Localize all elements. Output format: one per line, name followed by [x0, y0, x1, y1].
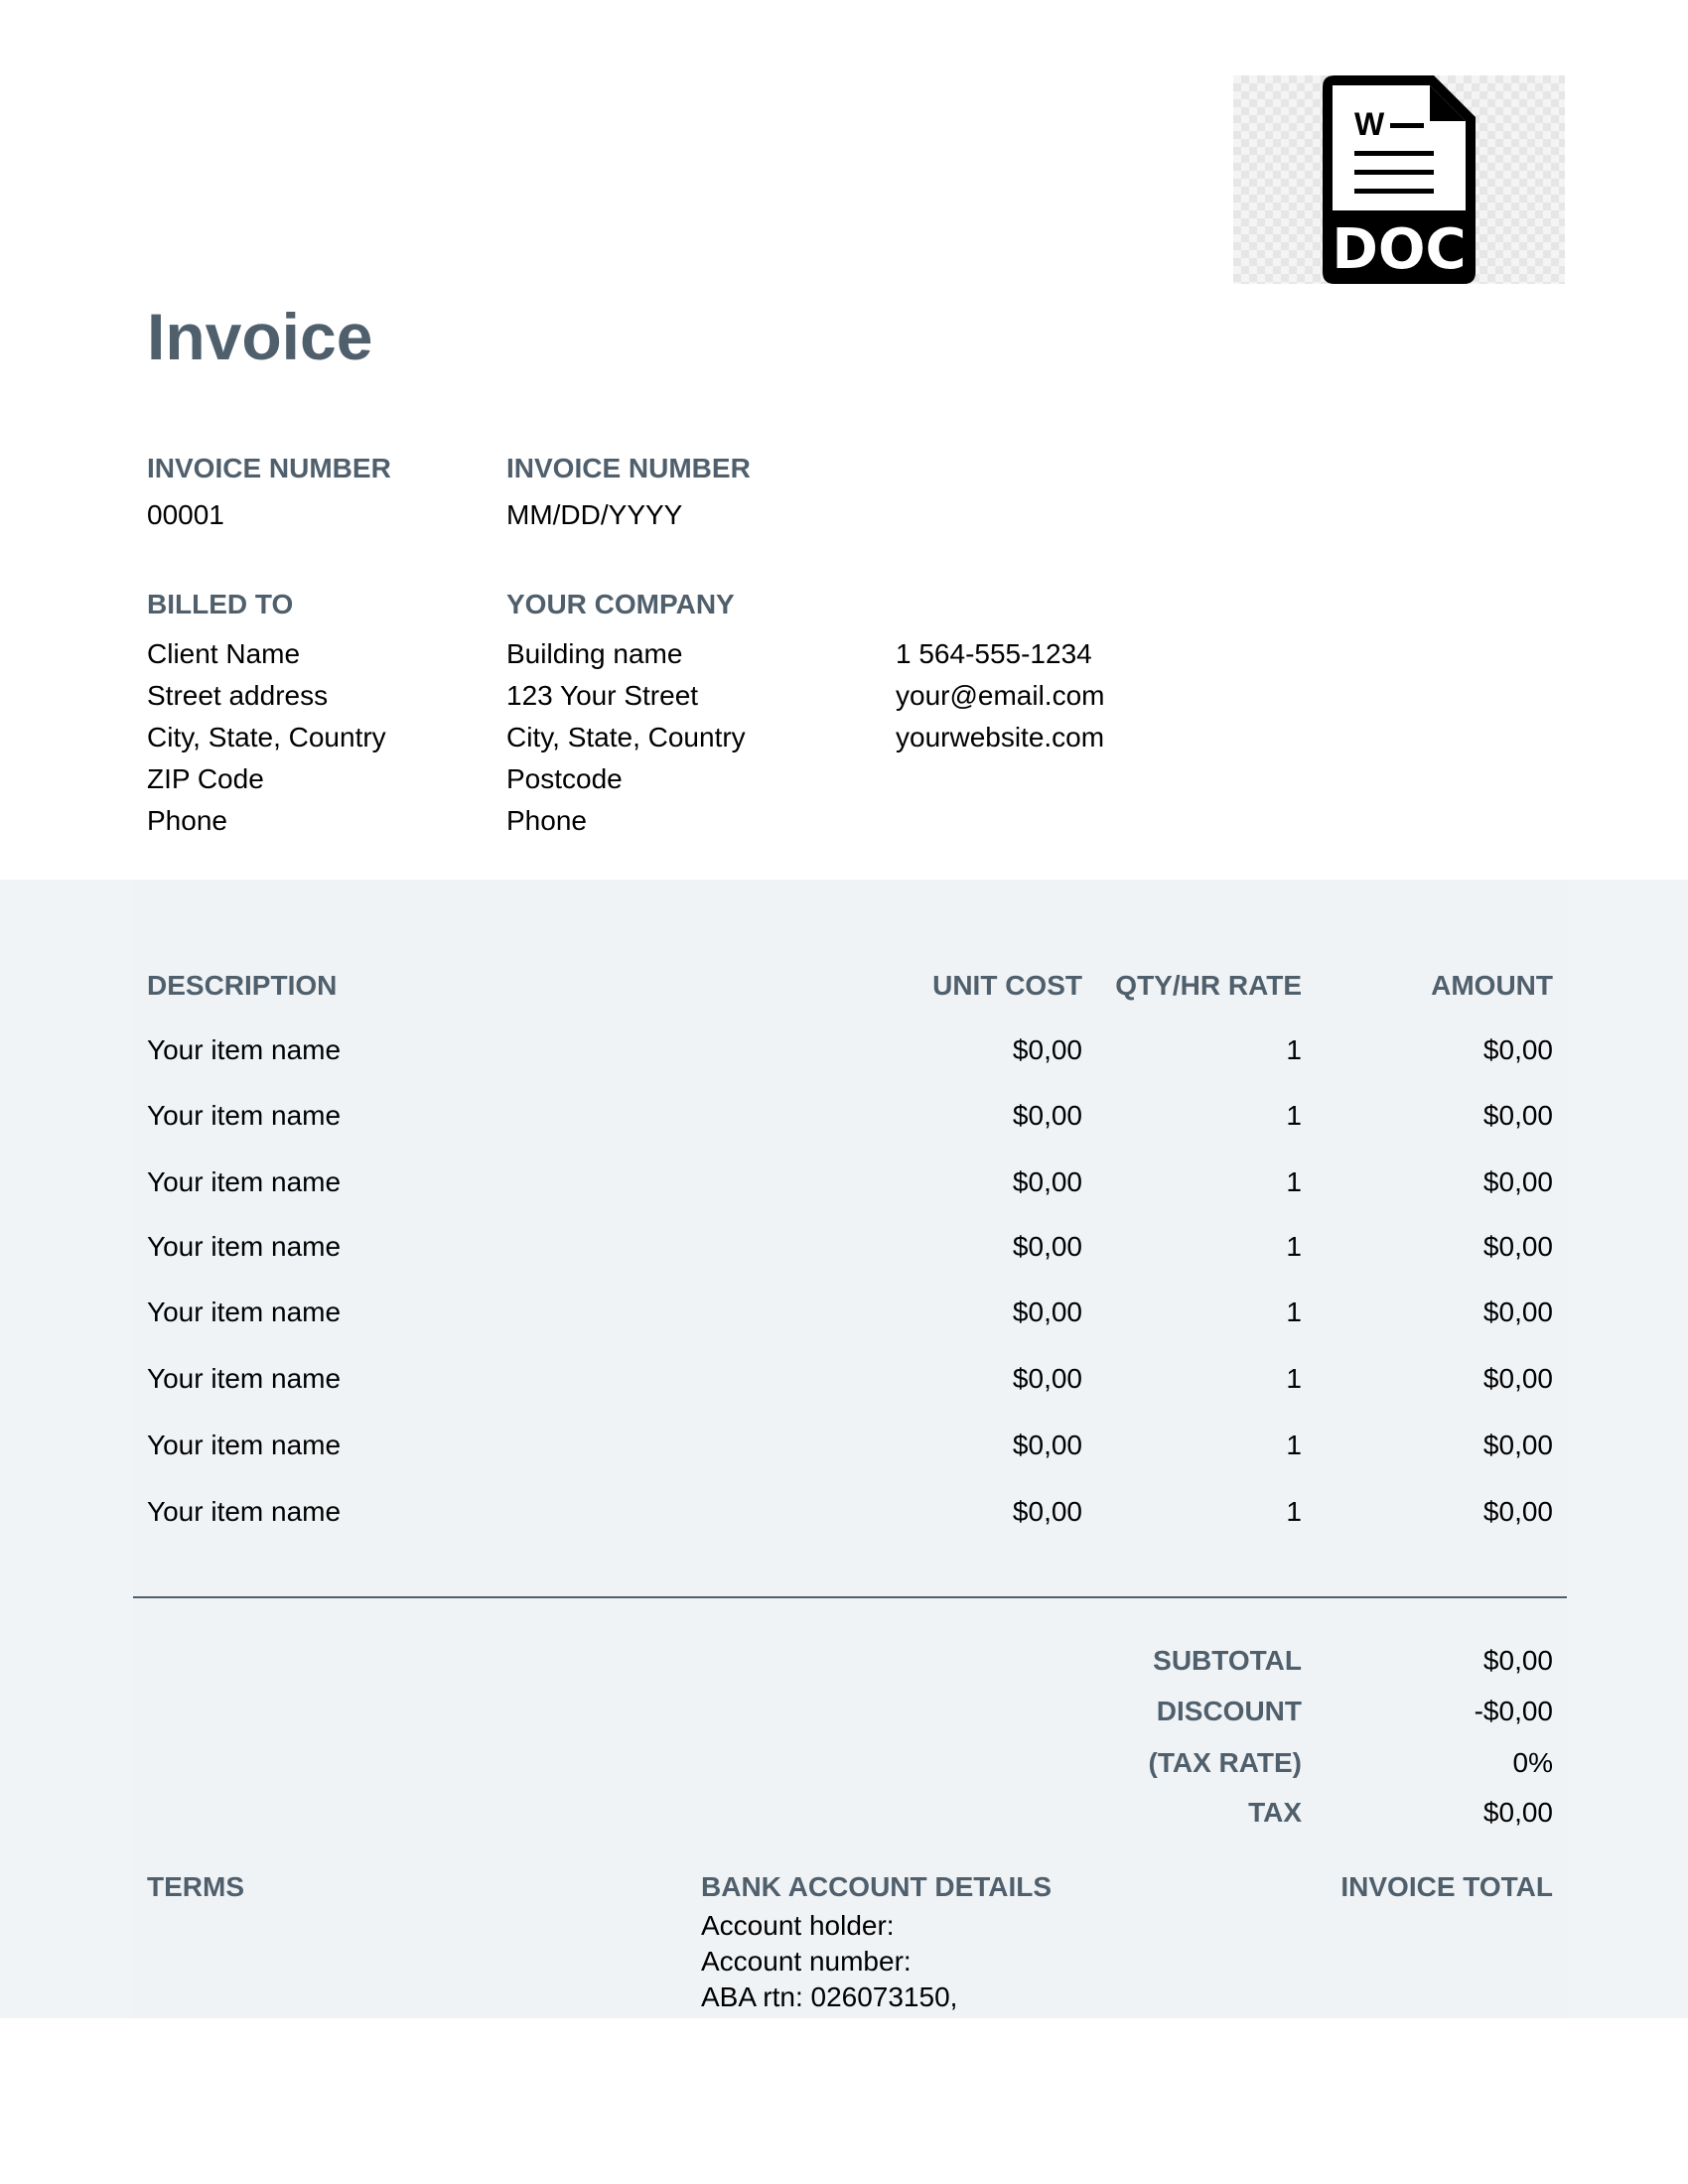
table-row: [147, 1099, 1553, 1164]
item-amount: $0,00: [1482, 1100, 1553, 1131]
terms-label: TERMS: [147, 1871, 244, 1902]
page-title: Invoice: [147, 300, 373, 373]
tax-row: [147, 1796, 1553, 1861]
header-description: DESCRIPTION: [147, 970, 338, 1001]
item-description: Your item name: [147, 1100, 342, 1131]
item-qty: 1: [1286, 1034, 1302, 1065]
invoice-total-label: INVOICE TOTAL: [1340, 1871, 1553, 1902]
contact-phone: 1 564-555-1234: [896, 638, 1092, 669]
item-description: Your item name: [147, 1231, 342, 1262]
bank-details-label: BANK ACCOUNT DETAILS: [701, 1871, 1053, 1902]
table-row: [147, 1165, 1553, 1231]
contact-website: yourwebsite.com: [896, 722, 1105, 752]
item-amount: $0,00: [1482, 1363, 1553, 1394]
client-zip: ZIP Code: [147, 763, 264, 794]
invoice-date-label: INVOICE NUMBER: [506, 453, 751, 483]
invoice-date-value: MM/DD/YYYY: [506, 499, 683, 530]
item-unit-cost: $0,00: [1012, 1430, 1082, 1460]
company-city: City, State, Country: [506, 722, 746, 752]
item-description: Your item name: [147, 1430, 342, 1460]
item-amount: $0,00: [1482, 1297, 1553, 1327]
tax-rate-value: 0%: [1512, 1747, 1553, 1778]
item-description: Your item name: [147, 1297, 342, 1327]
item-qty: 1: [1286, 1297, 1302, 1327]
table-row: [147, 1495, 1553, 1561]
item-amount: $0,00: [1482, 1166, 1553, 1197]
header-qty: QTY/HR RATE: [1115, 970, 1302, 1001]
item-unit-cost: $0,00: [1012, 1297, 1082, 1327]
tax-value: $0,00: [1482, 1797, 1553, 1828]
table-row: [147, 1429, 1553, 1494]
item-qty: 1: [1286, 1430, 1302, 1460]
item-qty: 1: [1286, 1231, 1302, 1262]
table-row: [147, 1296, 1553, 1361]
your-company-block: [506, 633, 746, 842]
logo-letter: W: [1354, 106, 1385, 142]
item-amount: $0,00: [1482, 1231, 1553, 1262]
client-street: Street address: [147, 680, 329, 711]
item-unit-cost: $0,00: [1012, 1034, 1082, 1065]
item-unit-cost: $0,00: [1012, 1100, 1082, 1131]
table-row: [147, 1033, 1553, 1099]
company-postcode: Postcode: [506, 763, 623, 794]
invoice-number-label: INVOICE NUMBER: [147, 453, 391, 483]
invoice-number-value: 00001: [147, 499, 224, 530]
logo-text: DOC: [1332, 217, 1467, 282]
item-qty: 1: [1286, 1166, 1302, 1197]
company-street: 123 Your Street: [506, 680, 699, 711]
billed-to-block: [147, 633, 386, 842]
header-unit-cost: UNIT COST: [932, 970, 1082, 1001]
item-amount: $0,00: [1482, 1034, 1553, 1065]
tax-rate-label: (TAX RATE): [1148, 1747, 1302, 1778]
your-company-label: YOUR COMPANY: [506, 589, 735, 619]
table-row: [147, 1362, 1553, 1428]
header-amount: AMOUNT: [1431, 970, 1553, 1001]
company-building: Building name: [506, 638, 683, 669]
item-description: Your item name: [147, 1363, 342, 1394]
item-unit-cost: $0,00: [1012, 1231, 1082, 1262]
discount-label: DISCOUNT: [1156, 1696, 1302, 1726]
item-unit-cost: $0,00: [1012, 1166, 1082, 1197]
bank-account-holder: Account holder:: [701, 1910, 895, 1941]
word-doc-icon: [1323, 75, 1476, 284]
table-divider: [133, 1596, 1567, 1598]
bank-account-number: Account number:: [701, 1946, 912, 1977]
subtotal-value: $0,00: [1482, 1645, 1553, 1676]
billed-to-label: BILLED TO: [147, 589, 294, 619]
company-phone: Phone: [506, 805, 587, 836]
client-name: Client Name: [147, 638, 301, 669]
bank-details-block: [701, 1908, 957, 2015]
doc-logo: [1233, 75, 1565, 284]
subtotal-label: SUBTOTAL: [1153, 1645, 1302, 1676]
item-description: Your item name: [147, 1034, 342, 1065]
discount-value: -$0,00: [1474, 1696, 1553, 1726]
item-description: Your item name: [147, 1166, 342, 1197]
table-header-row: [147, 969, 1553, 1034]
item-unit-cost: $0,00: [1012, 1496, 1082, 1527]
item-amount: $0,00: [1482, 1496, 1553, 1527]
item-qty: 1: [1286, 1363, 1302, 1394]
item-qty: 1: [1286, 1496, 1302, 1527]
client-phone: Phone: [147, 805, 227, 836]
contact-block: [896, 633, 1104, 758]
item-amount: $0,00: [1482, 1430, 1553, 1460]
item-qty: 1: [1286, 1100, 1302, 1131]
table-row: [147, 1230, 1553, 1296]
contact-email: your@email.com: [896, 680, 1105, 711]
bank-aba-rtn: ABA rtn: 026073150,: [701, 1981, 958, 2012]
client-city: City, State, Country: [147, 722, 386, 752]
item-unit-cost: $0,00: [1012, 1363, 1082, 1394]
tax-label: TAX: [1248, 1797, 1302, 1828]
item-description: Your item name: [147, 1496, 342, 1527]
